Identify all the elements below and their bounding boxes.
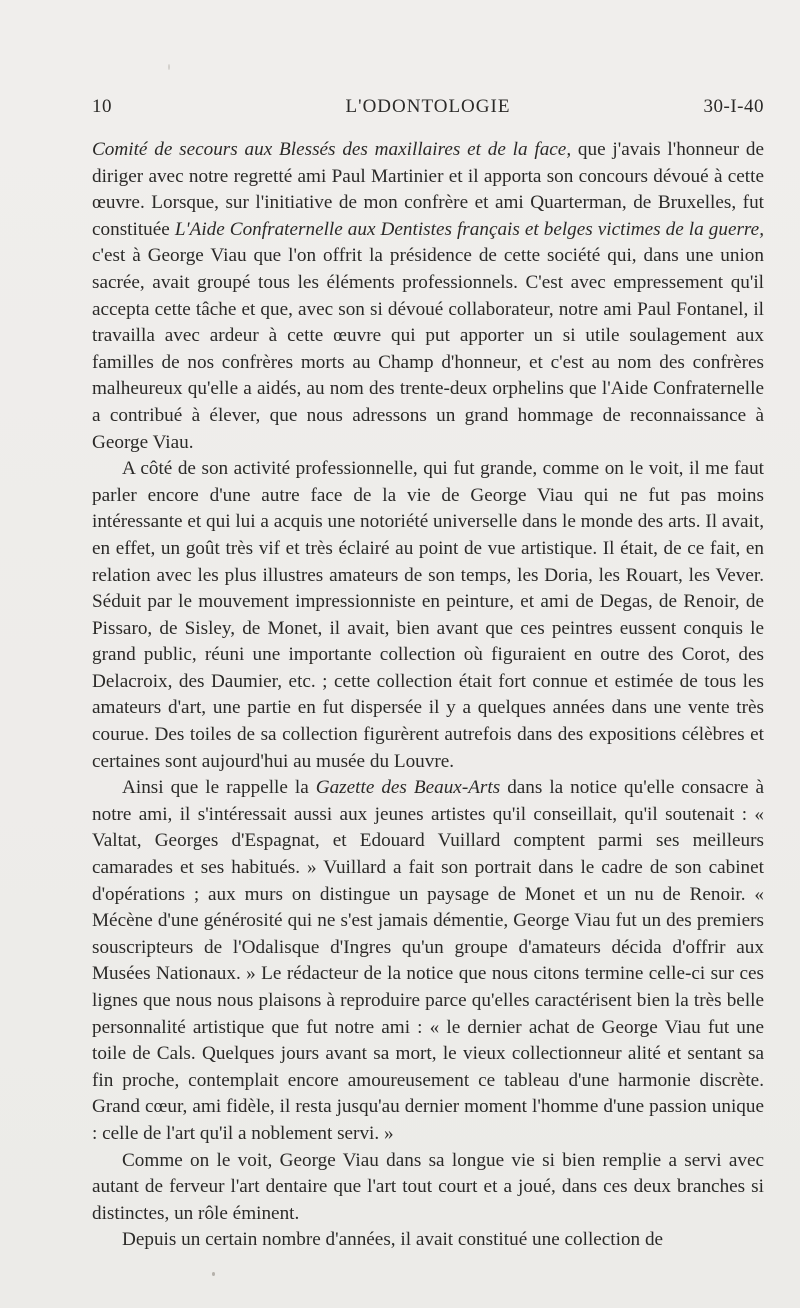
italic-text: L'Aide Confraternelle aux Dentistes français et belges victimes de la guerre, — [174, 218, 764, 240]
text-run: dans la notice qu'elle consacre à notre ami, il s'intéressait aussi aux jeunes artistes qu'il conseillait, qu'il soutenait : « Valtat, Georges d'Espagnat, et Edouard Vuillard comptent parmi ses meilleurs camarades et ses habitués. » Vuillard a fait son portrait dans le cadre de son cabinet d'opérations ; aux murs on distingue un paysage de Monet et un nu de Renoir. « Mécène d'une générosité qui ne s'est jamais démentie, George Viau fut un des premiers souscripteurs de l'Odalisque d'Ingres qu'un groupe d'amateurs décida d'offrir aux Musées Nationaux. » Le rédacteur de la notice que nous citons termine celle-ci sur ces lignes que nous nous plaisons à reproduire parce qu'elles caractérisent bien la très belle personnalité artistique que fut notre ami : « le dernier achat de George Viau fut une toile de Cals. Quelques jours avant sa mort, le vieux collectionneur alité et sentant sa fin proche, contemplait encore amoureusement ce tableau d'une harmonie discrète. Grand cœur, ami fidèle, il resta jusqu'au dernier moment l'homme d'une passion unique : celle de l'art qu'il a noblement servi. » — [92, 777, 764, 1144]
paper-speck — [212, 1272, 215, 1276]
paragraph — [92, 1227, 764, 1254]
paragraph — [92, 137, 764, 456]
text-run: Ainsi que le rappelle la — [122, 777, 316, 799]
text-run: que j'avais l'honneur de diriger avec notre regretté ami Paul Martinier et il apporta son concours dévoué à cette œuvre. Lorsque, sur l'initiative de mon confrère et ami Quarterman, de Bruxelles, fut constituée — [92, 139, 764, 240]
text-run: c'est à George Viau que l'on offrit la présidence de cette société qui, dans une union sacrée, avait groupé tous les éléments professionnels. C'est avec empressement qu'il accepta cette tâche et que, avec son si dévoué collaborateur, notre ami Paul Fontanel, il travailla avec ardeur à cette œuvre qui put apporter un si utile soulagement aux familles de nos confrères morts au Champ d'honneur, et c'est au nom des confrères malheureux qu'elle a aidés, au nom des trente-deux orphelins que l'Aide Confraternelle a contribué à élever, que nous adressons un grand hommage de reconnaissance à George Viau. — [92, 245, 764, 453]
italic-text: Comité de secours aux Blessés des maxillaires et de la face, — [92, 139, 572, 160]
text-run: Depuis un certain nombre d'années, il avait constitué une collection de — [122, 1229, 664, 1251]
issue-date: 30-I-40 — [703, 96, 764, 117]
paper-speck — [168, 64, 170, 70]
paragraph — [92, 456, 764, 775]
paragraph — [92, 1148, 764, 1228]
paragraph — [92, 775, 764, 1147]
running-header — [92, 96, 764, 120]
text-run: Comme on le voit, George Viau dans sa longue vie si bien remplie a servi avec autant de ferveur l'art dentaire que l'art tout court et a joué, dans ces deux branches si distinctes, un rôle éminent. — [92, 1149, 764, 1224]
article-body — [92, 137, 764, 1254]
journal-title: L'ODONTOLOGIE — [345, 96, 511, 117]
text-run: A côté de son activité professionnelle, qui fut grande, comme on le voit, il me faut parler encore d'une autre face de la vie de George Viau qui ne fut pas moins intéressante et qui lui a acquis une notoriété universelle dans le monde des arts. Il avait, en effet, un goût très vif et très éclairé au point de vue artistique. Il était, de ce fait, en relation avec les plus illustres amateurs de son temps, les Doria, les Rouart, les Vever. Séduit par le mouvement impressionniste en peinture, et ami de Degas, de Renoir, de Pissaro, de Sisley, de Monet, il avait, bien avant que ces peintres eussent conquis le grand public, réuni une importante collection où figuraient en outre des Corot, des Delacroix, des Daumier, etc. ; cette collection était fort connue et estimée de tous les amateurs d'art, une partie en fut dispersée il y a quelques années dans une vente très courue. Des toiles de sa collection figurèrent autrefois dans des expositions célèbres et certaines sont aujourd'hui au musée du Louvre. — [92, 458, 764, 772]
page-number: 10 — [92, 96, 112, 117]
italic-text: Gazette des Beaux-Arts — [315, 777, 501, 799]
